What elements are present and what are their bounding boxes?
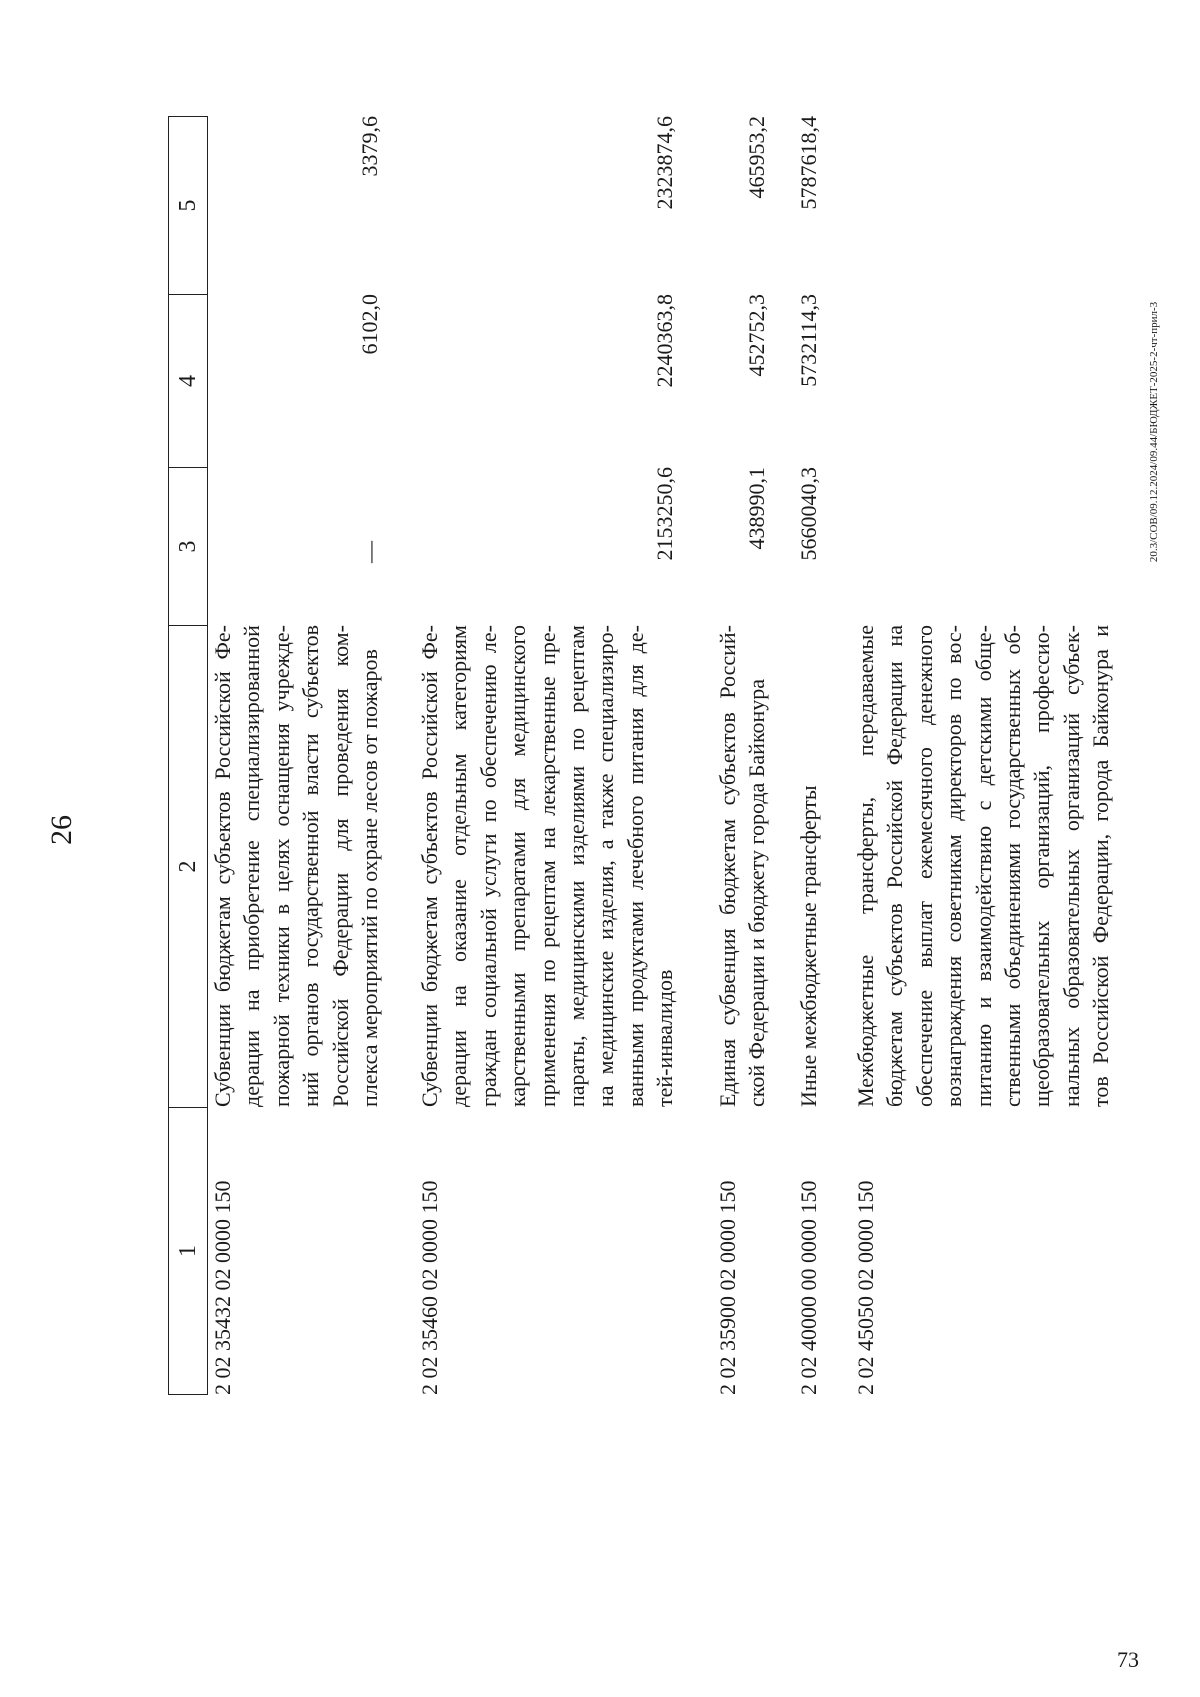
table-row-value-col5: 465953,2 <box>744 116 769 199</box>
description-line: Российской Федерации для проведения ком- <box>327 625 353 1107</box>
description-line: карственными препаратами для медицинского <box>505 625 531 1107</box>
table-row-value-col4: 2240363,8 <box>652 294 677 388</box>
table-row-value-col4: 452752,3 <box>744 294 769 377</box>
document-code: 20.3/СОВ/09.12.2024/09.44/БЮДЖЕТ-2025-2-чт-прил-3 <box>1148 301 1160 563</box>
description-line: ской Федерации и бюджету города Байконура <box>744 678 770 1107</box>
table-row-description <box>208 625 384 1107</box>
table-row-code: 2 02 45050 02 0000 150 <box>853 1180 878 1395</box>
table-row-code: 2 02 35432 02 0000 150 <box>210 1180 235 1395</box>
header-col-5: 5 <box>168 116 208 294</box>
description-line: ванными продуктами лечебного питания для де- <box>622 625 648 1107</box>
description-line: нальных образовательных организаций субъек- <box>1058 625 1084 1107</box>
description-line: Субвенции бюджетам субъектов Российской Фе- <box>210 625 235 1107</box>
description-line: граждан социальной услуги по обеспечению ле- <box>475 625 501 1107</box>
table-row-value-col5: 2323874,6 <box>652 116 677 210</box>
header-col-4: 4 <box>168 294 208 467</box>
description-line: дерации на приобретение специализированной <box>239 625 265 1107</box>
table-row-value-col3: 5660040,3 <box>796 467 821 561</box>
table-row-code: 2 02 35900 02 0000 150 <box>715 1180 740 1395</box>
table-row-value-col4: 5732114,3 <box>796 294 821 387</box>
description-line: плекса мероприятий по охране лесов от пожаров <box>357 649 383 1107</box>
table-row-description <box>794 625 823 1107</box>
header-col-3: 3 <box>168 467 208 625</box>
table-row-value-col3: — <box>357 541 382 563</box>
description-line: ственными объединениями государственных об- <box>1000 625 1026 1107</box>
table-row-value-col3: 438990,1 <box>744 467 769 550</box>
header-col-1: 1 <box>168 1107 208 1395</box>
description-line: Единая субвенция бюджетам субъектов Россий- <box>715 625 740 1107</box>
description-line: щеобразовательных организаций, профессио- <box>1029 625 1055 1107</box>
description-line: Иные межбюджетные трансферты <box>796 785 821 1107</box>
table-row-description <box>415 625 680 1107</box>
description-line: пожарной техники в целях оснащения учрежде- <box>268 625 294 1107</box>
description-line: Межбюджетные трансферты, передаваемые <box>853 625 878 1107</box>
description-line: параты, медицинскими изделиями по рецептам <box>564 625 590 1107</box>
description-line: обеспечение выплат ежемесячного денежного <box>911 625 937 1107</box>
description-line: тов Российской Федерации, города Байконура и <box>1088 625 1114 1107</box>
table-row-description <box>851 625 1116 1107</box>
description-line: применения по рецептам на лекарственные пре- <box>534 625 560 1107</box>
description-line: ний органов государственной власти субъектов <box>298 625 324 1107</box>
description-line: вознаграждения советникам директоров по вос- <box>941 625 967 1107</box>
table-row-code: 2 02 35460 02 0000 150 <box>417 1180 442 1395</box>
page-number: 26 <box>45 815 78 845</box>
description-line: тей-инвалидов <box>652 969 678 1107</box>
budget-table <box>168 105 1176 1395</box>
description-line: питанию и взаимодействию с детскими обще- <box>970 625 996 1107</box>
table-row-value-col5: 3379,6 <box>357 116 382 177</box>
table-row-code: 2 02 40000 00 0000 150 <box>796 1180 821 1395</box>
table-row-description <box>713 625 772 1107</box>
table-row-value-col5: 5787618,4 <box>796 116 821 210</box>
description-line: дерации на оказание отдельным категориям <box>446 625 472 1107</box>
sheet-number: 73 <box>1117 1647 1139 1672</box>
description-line: бюджетам субъектов Российской Федерации на <box>882 625 908 1107</box>
table-row-value-col3: 2153250,6 <box>652 467 677 561</box>
table-row-value-col4: 6102,0 <box>357 294 382 355</box>
description-line: Субвенции бюджетам субъектов Российской Фе- <box>417 625 442 1107</box>
header-col-2: 2 <box>168 625 208 1107</box>
description-line: на медицинские изделия, а также специализиро- <box>593 625 619 1107</box>
